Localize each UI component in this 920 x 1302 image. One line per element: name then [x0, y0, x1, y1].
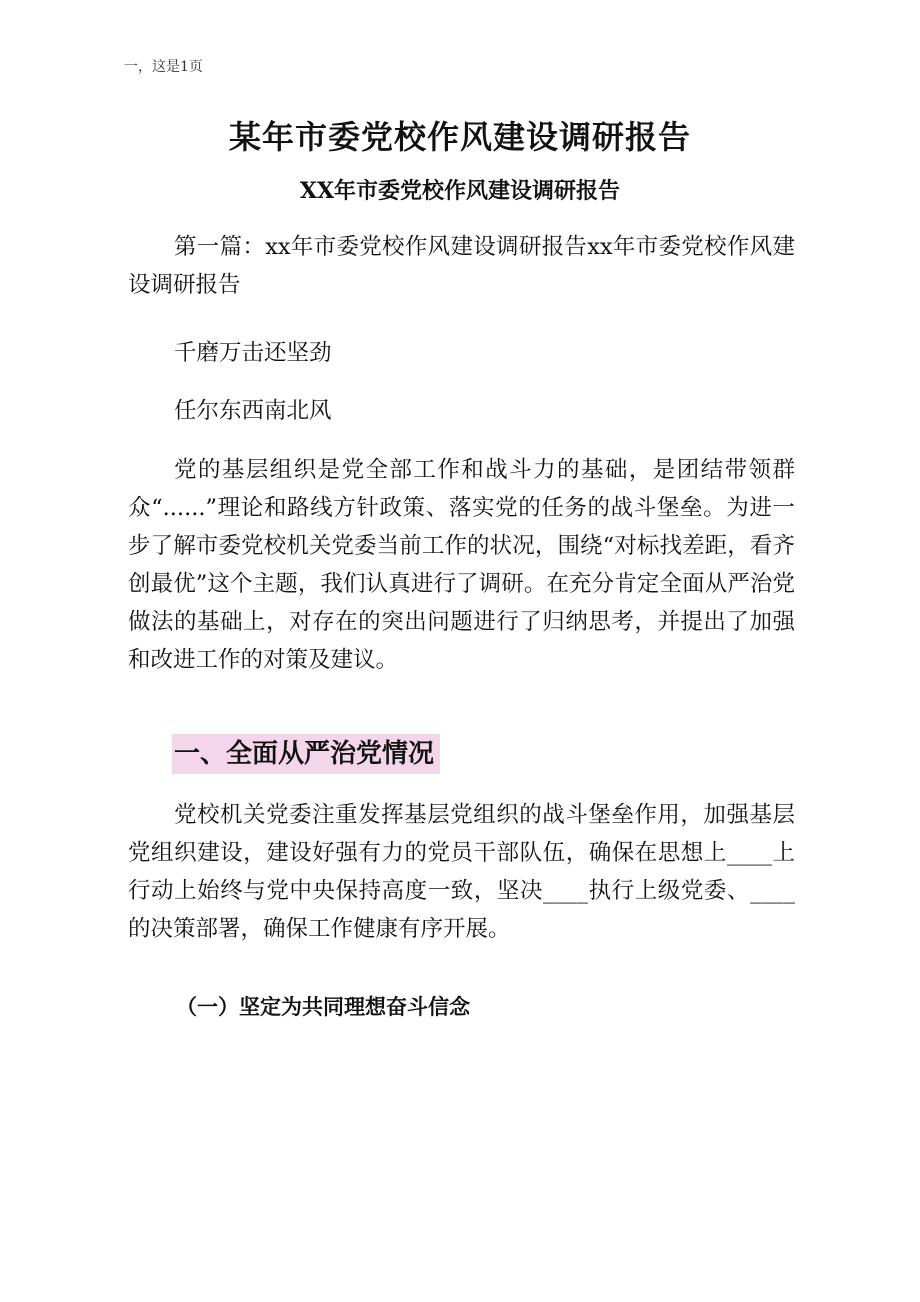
- poem-line-1: 千磨万击还坚劲: [174, 340, 332, 366]
- poem-line-2: 任尔东西南北风: [174, 398, 332, 424]
- intro-paragraph: 党的基层组织是党全部工作和战斗力的基础，是团结带领群众“......”理论和路线方针政策、落实党的任务的战斗堡垒。为进一步了解市委党校机关党委当前工作的状况，围绕“对标找差距，看齐创最优”这个主题，我们认真进行了调研。在充分肯定全面从严治党做法的基础上，对存在的突出问题进行了归纳思考，并提出了加强和改进工作的对策及建议。: [128, 457, 795, 673]
- section-1-heading: 一、全面从严治党情况: [172, 734, 440, 774]
- document-title: 某年市委党校作风建设调研报告: [228, 118, 691, 156]
- section-1-paragraph: 党校机关党委注重发挥基层党组织的战斗堡垒作用，加强基层党组织建设，建设好强有力的党员干部队伍，确保在思想上____上行动上始终与党中央保持高度一致，坚决____执行上级党委、____的决策部署，确保工作健康有序开展。: [128, 802, 795, 942]
- subsection-1-heading: （一）坚定为共同理想奋斗信念: [176, 994, 470, 1019]
- document-subtitle: XX年市委党校作风建设调研报告: [299, 178, 621, 204]
- page-header-label: 一，这是1页: [124, 59, 203, 75]
- first-paragraph: 第一篇：xx年市委党校作风建设调研报告xx年市委党校作风建设调研报告: [128, 234, 795, 298]
